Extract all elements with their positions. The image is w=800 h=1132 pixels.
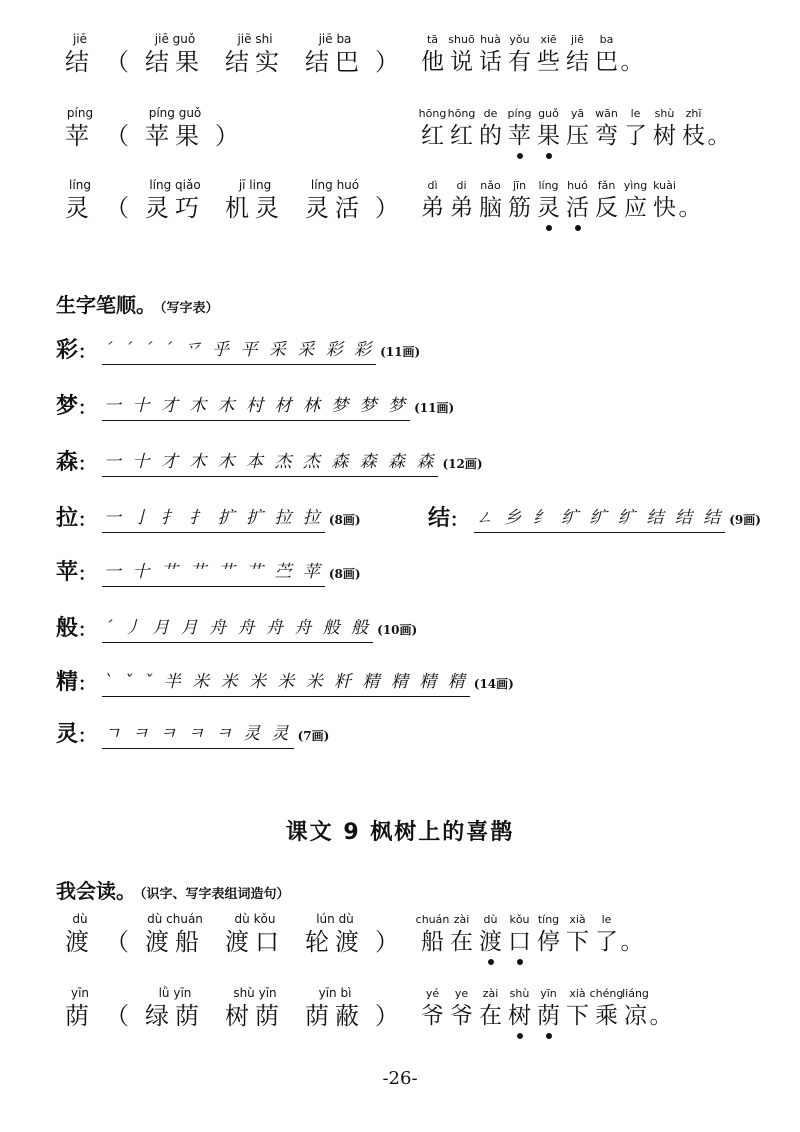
stroke-colon: ： xyxy=(78,564,97,585)
hanzi-text: 树荫 xyxy=(225,1002,285,1030)
stroke-sequence: ˋ ˇ ˇ 半 米 米 米 米 米 粁 精 精 精 精 xyxy=(102,670,470,697)
hanzi-text: ） xyxy=(375,194,405,222)
sentence-char xyxy=(592,178,621,223)
hanzi-text: 凉 xyxy=(624,1003,647,1029)
pinyin-text: wān xyxy=(595,107,618,120)
pinyin-word xyxy=(225,912,285,957)
sentence-char xyxy=(418,106,447,151)
example-sentence xyxy=(418,986,672,1041)
pinyin-text: fǎn xyxy=(597,179,616,192)
hanzi-text: （ xyxy=(105,194,135,222)
hanzi-text: 红 xyxy=(450,123,473,149)
emphasis-dot xyxy=(546,153,552,159)
sentence-char xyxy=(476,32,505,77)
pinyin-text: huà xyxy=(480,33,501,46)
hanzi-text: 树 xyxy=(508,1003,531,1029)
hanzi-text: 下 xyxy=(566,929,589,955)
pinyin-text: yǒu xyxy=(509,33,530,46)
stroke-character: 般 xyxy=(56,616,79,641)
read-section-heading xyxy=(56,878,290,908)
emphasis-dot xyxy=(517,959,523,965)
hanzi-text: 灵 xyxy=(65,194,95,222)
hanzi-text: 弯 xyxy=(595,123,618,149)
stroke-count: (12画) xyxy=(442,456,483,471)
hanzi-text: 说 xyxy=(450,49,473,75)
stroke-row xyxy=(56,390,454,424)
stroke-character: 灵 xyxy=(56,722,79,747)
hanzi-text: 下 xyxy=(566,1003,589,1029)
pinyin-text: zài xyxy=(482,987,499,1000)
stroke-count: (14画) xyxy=(473,676,514,691)
punctuation xyxy=(105,912,135,957)
pinyin-word xyxy=(305,986,365,1031)
pinyin-text: hōng xyxy=(447,107,476,120)
stroke-count: (11画) xyxy=(414,400,455,415)
stroke-row xyxy=(428,502,761,536)
pinyin-text: líng xyxy=(69,178,91,192)
read-section-note: （识字、写字表组词造句） xyxy=(140,887,290,902)
hanzi-text: 荫 xyxy=(537,1003,560,1029)
stroke-row xyxy=(56,718,329,752)
hanzi-text: 脑 xyxy=(479,195,502,221)
hanzi-text: 树 xyxy=(653,123,676,149)
hanzi-text: 巴 xyxy=(595,49,618,75)
hanzi-text: 果 xyxy=(537,123,560,149)
stroke-sequence: 一 十 才 木 木 本 杰 杰 森 森 森 森 xyxy=(102,450,438,477)
sentence-char xyxy=(534,986,563,1031)
pinyin-word xyxy=(145,178,205,223)
stroke-sequence: 一 亅 扌 扌 扩 扩 拉 拉 xyxy=(102,506,325,533)
pinyin-text: píng xyxy=(66,106,94,120)
pinyin-word xyxy=(65,986,95,1031)
sentence-char xyxy=(534,178,563,223)
page-number: -26- xyxy=(382,1068,418,1089)
hanzi-text: 乘 xyxy=(595,1003,618,1029)
hanzi-text: ） xyxy=(215,122,245,150)
pinyin-word xyxy=(305,912,365,957)
hanzi-text: 。 xyxy=(620,49,644,75)
stroke-row xyxy=(56,334,420,368)
stroke-row xyxy=(56,446,483,480)
stroke-count: (8画) xyxy=(328,566,361,581)
stroke-character: 彩 xyxy=(56,338,79,363)
stroke-section-title: 生字笔顺。 xyxy=(56,293,156,317)
pinyin-text: kǒu xyxy=(509,913,530,926)
punctuation xyxy=(215,106,245,151)
pinyin-text: tíng xyxy=(537,913,560,926)
pinyin-word xyxy=(225,32,285,77)
hanzi-text: 灵 xyxy=(537,195,560,221)
emphasis-dot xyxy=(517,1033,523,1039)
sentence-char xyxy=(418,986,447,1031)
sentence-char xyxy=(592,106,621,151)
pinyin-word xyxy=(65,32,95,77)
pinyin-text: dì xyxy=(427,179,438,192)
pinyin-text: jiē ba xyxy=(318,32,352,46)
pinyin-text: dù chuán xyxy=(147,912,203,926)
hanzi-text: 灵活 xyxy=(305,194,365,222)
pinyin-text: jīn xyxy=(512,179,527,192)
pinyin-word xyxy=(65,178,95,223)
hanzi-text: 苹 xyxy=(65,122,95,150)
punctuation xyxy=(105,986,135,1031)
hanzi-text: 。 xyxy=(649,1003,673,1029)
pinyin-text: dù kǒu xyxy=(234,912,276,926)
pinyin-text: jiē shi xyxy=(237,32,273,46)
sentence-char xyxy=(621,912,643,957)
hanzi-text: 结果 xyxy=(145,48,205,76)
stroke-section-note: （写字表） xyxy=(160,301,219,316)
pinyin-text: lún dù xyxy=(316,912,354,926)
stroke-colon: ： xyxy=(78,510,97,531)
sentence-char xyxy=(447,912,476,957)
pinyin-text: líng qiǎo xyxy=(149,178,201,192)
sentence-char xyxy=(534,912,563,957)
sentence-char xyxy=(679,106,708,151)
hanzi-text: 苹果 xyxy=(145,122,205,150)
pinyin-text: de xyxy=(483,107,498,120)
stroke-row xyxy=(56,612,417,646)
stroke-count: (8画) xyxy=(328,512,361,527)
emphasis-dot xyxy=(517,153,523,159)
hanzi-text: 口 xyxy=(508,929,531,955)
pinyin-text: píng xyxy=(507,107,532,120)
hanzi-text: 爷 xyxy=(450,1003,473,1029)
sentence-char xyxy=(418,178,447,223)
pinyin-text: yīn xyxy=(540,987,557,1000)
hanzi-text: 枝 xyxy=(682,123,705,149)
stroke-character: 梦 xyxy=(56,394,79,419)
pinyin-text: jiē xyxy=(571,33,584,46)
hanzi-text: 结巴 xyxy=(305,48,365,76)
sentence-char xyxy=(621,32,643,77)
emphasis-dot xyxy=(546,1033,552,1039)
sentence-char xyxy=(505,178,534,223)
punctuation xyxy=(375,986,405,1031)
pinyin-text: yīn xyxy=(70,986,90,1000)
pinyin-word xyxy=(145,912,205,957)
hanzi-text: 结实 xyxy=(225,48,285,76)
hanzi-text: 红 xyxy=(421,123,444,149)
stroke-sequence: ㄥ 乡 纟 纩 纩 纩 结 结 结 xyxy=(474,506,725,533)
pinyin-text: shù yīn xyxy=(233,986,277,1000)
stroke-row xyxy=(56,502,361,536)
pinyin-text: zài xyxy=(453,913,470,926)
stroke-row xyxy=(56,666,514,700)
sentence-char xyxy=(650,178,679,223)
sentence-char xyxy=(534,106,563,151)
hanzi-text: 快 xyxy=(653,195,676,221)
pinyin-text: xiē xyxy=(540,33,557,46)
sentence-char xyxy=(476,178,505,223)
hanzi-text: 弟 xyxy=(421,195,444,221)
vocab-word-group xyxy=(60,986,410,1031)
pinyin-text: le xyxy=(601,913,612,926)
sentence-char xyxy=(679,178,701,223)
pinyin-text: yīn bì xyxy=(318,986,352,1000)
punctuation xyxy=(375,178,405,223)
emphasis-dot xyxy=(575,225,581,231)
sentence-char xyxy=(505,912,534,957)
hanzi-text: 灵巧 xyxy=(145,194,205,222)
punctuation xyxy=(105,32,135,77)
pinyin-text: jiē guǒ xyxy=(154,32,196,46)
hanzi-text: （ xyxy=(105,928,135,956)
pinyin-word xyxy=(225,986,285,1031)
hanzi-text: 船 xyxy=(421,929,444,955)
sentence-char xyxy=(476,106,505,151)
hanzi-text: 他 xyxy=(421,49,444,75)
pinyin-word xyxy=(225,178,285,223)
sentence-char xyxy=(563,912,592,957)
emphasis-dot xyxy=(488,959,494,965)
sentence-char xyxy=(621,178,650,223)
hanzi-text: （ xyxy=(105,48,135,76)
stroke-colon: ： xyxy=(78,620,97,641)
stroke-sequence: ˊ ˊ ˊ ˊ 乊 乎 平 采 采 彩 彩 xyxy=(102,338,376,365)
hanzi-text: 在 xyxy=(450,929,473,955)
hanzi-text: 筋 xyxy=(508,195,531,221)
hanzi-text: 。 xyxy=(620,929,644,955)
pinyin-text: lǜ yīn xyxy=(158,986,192,1000)
hanzi-text: 结 xyxy=(566,49,589,75)
example-sentence xyxy=(415,912,644,967)
pinyin-text: píng guǒ xyxy=(148,106,202,120)
hanzi-text: 反 xyxy=(595,195,618,221)
stroke-character: 结 xyxy=(428,506,451,531)
pinyin-text: le xyxy=(630,107,641,120)
pinyin-text: yé xyxy=(425,987,440,1000)
stroke-section-heading xyxy=(56,292,219,322)
read-section-title: 我会读。 xyxy=(56,879,136,903)
sentence-char xyxy=(415,912,450,957)
hanzi-text: ） xyxy=(375,1002,405,1030)
pinyin-text: shù xyxy=(654,107,675,120)
hanzi-text: 。 xyxy=(678,195,702,221)
sentence-char xyxy=(621,986,650,1031)
sentence-char xyxy=(563,32,592,77)
vocab-word-group xyxy=(60,32,410,77)
pinyin-word xyxy=(65,912,95,957)
stroke-colon: ： xyxy=(78,674,97,695)
stroke-colon: ： xyxy=(78,726,97,747)
pinyin-text: chéng xyxy=(589,987,624,1000)
hanzi-text: 渡 xyxy=(479,929,502,955)
sentence-char xyxy=(505,106,534,151)
pinyin-text: nǎo xyxy=(480,179,501,192)
hanzi-text: （ xyxy=(105,122,135,150)
example-sentence xyxy=(418,106,730,161)
punctuation xyxy=(375,912,405,957)
sentence-char xyxy=(592,32,621,77)
pinyin-text: yìng xyxy=(623,179,648,192)
pinyin-text: tā xyxy=(426,33,439,46)
pinyin-text: guǒ xyxy=(538,107,559,120)
sentence-char xyxy=(447,178,476,223)
pinyin-text: hōng xyxy=(418,107,447,120)
hanzi-text: 轮渡 xyxy=(305,928,365,956)
sentence-char xyxy=(418,32,447,77)
hanzi-text: （ xyxy=(105,1002,135,1030)
hanzi-text: 应 xyxy=(624,195,647,221)
vocab-word-group xyxy=(60,912,410,957)
pinyin-text: shuō xyxy=(448,33,475,46)
sentence-char xyxy=(476,912,505,957)
stroke-character: 精 xyxy=(56,670,79,695)
hanzi-text: ） xyxy=(375,928,405,956)
pinyin-text: liáng xyxy=(622,987,649,1000)
hanzi-text: 的 xyxy=(479,123,502,149)
hanzi-text: 结 xyxy=(65,48,95,76)
sentence-char xyxy=(476,986,505,1031)
sentence-char xyxy=(621,106,650,151)
stroke-count: (9画) xyxy=(729,512,761,527)
stroke-colon: ： xyxy=(78,398,97,419)
stroke-sequence: 一 十 才 木 木 村 材 林 梦 梦 梦 xyxy=(102,394,410,421)
pinyin-text: dù xyxy=(483,913,498,926)
sentence-char xyxy=(589,986,624,1031)
hanzi-text: 压 xyxy=(566,123,589,149)
hanzi-text: 苹 xyxy=(508,123,531,149)
sentence-char xyxy=(505,32,534,77)
pinyin-text: xià xyxy=(569,913,586,926)
sentence-char xyxy=(592,912,621,957)
pinyin-word xyxy=(145,32,205,77)
hanzi-text: 停 xyxy=(537,929,560,955)
hanzi-text: 在 xyxy=(479,1003,502,1029)
stroke-count: (11画) xyxy=(380,344,421,359)
hanzi-text: 了 xyxy=(624,123,647,149)
hanzi-text: 渡 xyxy=(65,928,95,956)
pinyin-text: jiē xyxy=(72,32,88,46)
sentence-char xyxy=(650,986,672,1031)
pinyin-text: ye xyxy=(454,987,469,1000)
hanzi-text: 了 xyxy=(595,929,618,955)
hanzi-text: 。 xyxy=(707,123,731,149)
punctuation xyxy=(105,106,135,151)
pinyin-text: jī ling xyxy=(238,178,272,192)
pinyin-text: líng huó xyxy=(310,178,360,192)
sentence-char xyxy=(534,32,563,77)
pinyin-text: huó xyxy=(567,179,588,192)
sentence-char xyxy=(708,106,730,151)
example-sentence xyxy=(418,178,701,233)
pinyin-text: di xyxy=(456,179,467,192)
example-sentence xyxy=(418,32,643,87)
hanzi-text: ） xyxy=(375,48,405,76)
pinyin-text: dù xyxy=(72,912,88,926)
stroke-character: 森 xyxy=(56,450,79,475)
hanzi-text: 弟 xyxy=(450,195,473,221)
pinyin-text: yā xyxy=(570,107,585,120)
hanzi-text: 绿荫 xyxy=(145,1002,205,1030)
hanzi-text: 有 xyxy=(508,49,531,75)
pinyin-text: ba xyxy=(599,33,614,46)
stroke-sequence: ㄱ ㅋ ㅋ ㅋ ㅋ 灵 灵 xyxy=(102,722,294,749)
hanzi-text: 话 xyxy=(479,49,502,75)
pinyin-word xyxy=(305,178,365,223)
stroke-sequence: 一 十 艹 艹 艹 艹 苎 苹 xyxy=(102,560,325,587)
vocab-word-group xyxy=(60,106,250,151)
pinyin-word xyxy=(145,106,205,151)
sentence-char xyxy=(563,178,592,223)
sentence-char xyxy=(563,986,592,1031)
hanzi-text: 荫蔽 xyxy=(305,1002,365,1030)
hanzi-text: 活 xyxy=(566,195,589,221)
lesson-title: 课文 9 枫树上的喜鹊 xyxy=(285,820,515,845)
emphasis-dot xyxy=(546,225,552,231)
pinyin-word xyxy=(65,106,95,151)
sentence-char xyxy=(447,106,476,151)
sentence-char xyxy=(505,986,534,1031)
pinyin-text: chuán xyxy=(415,913,450,926)
hanzi-text: 机灵 xyxy=(225,194,285,222)
stroke-count: (7画) xyxy=(297,728,330,743)
vocab-word-group xyxy=(60,178,410,223)
pinyin-text: zhī xyxy=(685,107,702,120)
stroke-character: 苹 xyxy=(56,560,79,585)
hanzi-text: 渡口 xyxy=(225,928,285,956)
sentence-char xyxy=(447,32,476,77)
pinyin-text: xià xyxy=(569,987,586,1000)
stroke-count: (10画) xyxy=(377,622,418,637)
hanzi-text: 些 xyxy=(537,49,560,75)
punctuation xyxy=(375,32,405,77)
stroke-sequence: ˊ 丿 月 月 舟 舟 舟 舟 般 般 xyxy=(102,616,373,643)
stroke-colon: ： xyxy=(78,454,97,475)
pinyin-text: líng xyxy=(538,179,559,192)
stroke-colon: ： xyxy=(78,342,97,363)
pinyin-word xyxy=(305,32,365,77)
pinyin-text: shù xyxy=(509,987,530,1000)
punctuation xyxy=(105,178,135,223)
sentence-char xyxy=(650,106,679,151)
sentence-char xyxy=(563,106,592,151)
sentence-char xyxy=(447,986,476,1031)
pinyin-text: kuài xyxy=(653,179,676,192)
pinyin-word xyxy=(145,986,205,1031)
stroke-colon: ： xyxy=(450,510,469,531)
stroke-row xyxy=(56,556,361,590)
hanzi-text: 荫 xyxy=(65,1002,95,1030)
hanzi-text: 渡船 xyxy=(145,928,205,956)
stroke-character: 拉 xyxy=(56,506,79,531)
hanzi-text: 爷 xyxy=(421,1003,444,1029)
